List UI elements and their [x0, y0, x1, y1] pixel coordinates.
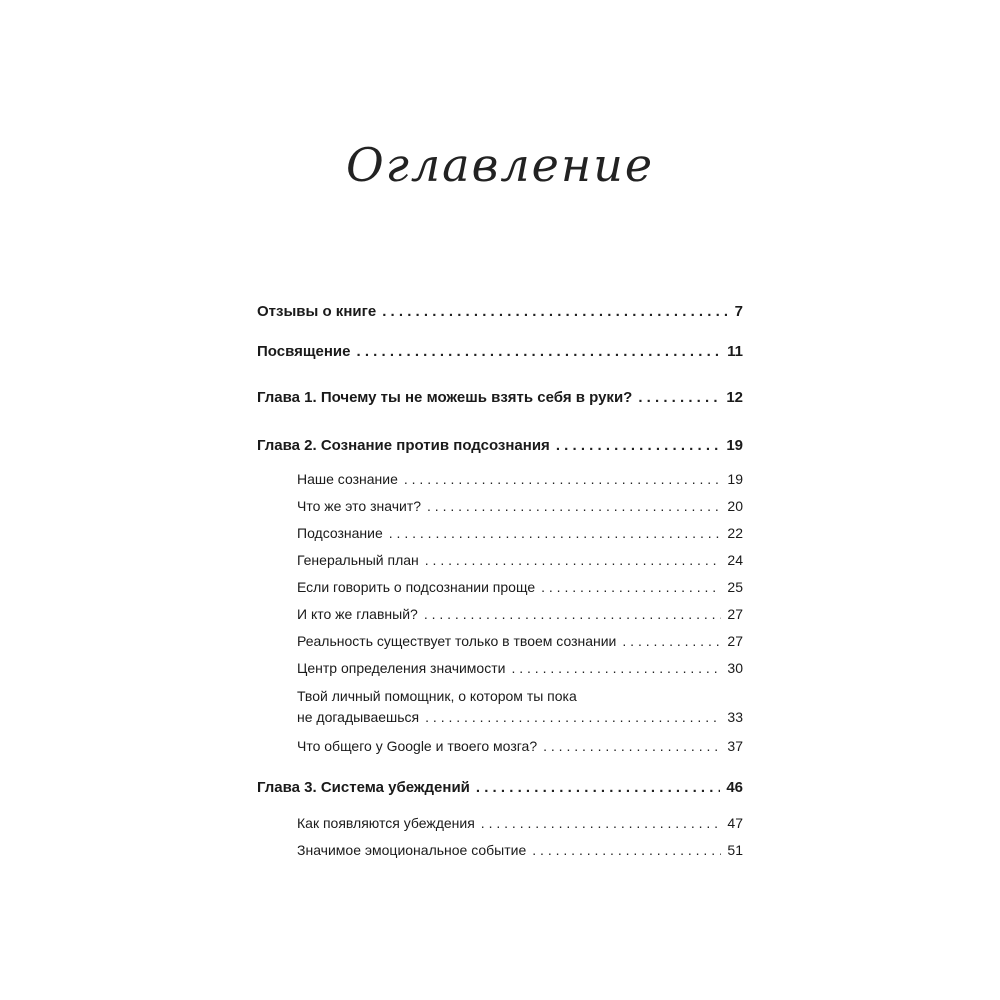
dot-leader: [622, 633, 721, 649]
toc-subentry[interactable]: [297, 471, 743, 487]
toc-entry-chapter-2[interactable]: [257, 437, 743, 454]
toc-entry-page: 46: [726, 779, 743, 796]
toc-entry-page: 33: [727, 709, 743, 725]
toc-entry-page: 37: [727, 738, 743, 754]
dot-leader: [481, 815, 722, 831]
toc-entry-label: Подсознание: [297, 525, 383, 541]
dot-leader: [357, 343, 722, 360]
toc-entry-page: 19: [726, 437, 743, 454]
page-title: Оглавление: [345, 138, 655, 192]
dot-leader: [476, 779, 720, 796]
toc-entry-page: 51: [727, 842, 743, 858]
toc-entry-page: 30: [727, 660, 743, 676]
toc-entry-page: 20: [727, 498, 743, 514]
dot-leader: [382, 303, 728, 320]
toc-entry-label: Что же это значит?: [297, 498, 422, 514]
toc-entry-page: 24: [727, 552, 743, 568]
dot-leader: [404, 471, 722, 487]
dot-leader: [424, 606, 722, 622]
dot-leader: [541, 579, 721, 595]
toc-subentry[interactable]: [297, 498, 743, 514]
toc-entry-label: Если говорить о подсознании проще: [297, 579, 536, 595]
toc-subentry[interactable]: [297, 525, 743, 541]
toc-subentry[interactable]: [297, 606, 743, 622]
toc-entry-label: Глава 3. Система убеждений: [257, 779, 470, 796]
toc-entry-label: Центр определения значимости: [297, 660, 506, 676]
dot-leader: [427, 498, 721, 514]
toc-entry-page: 11: [727, 343, 743, 360]
toc-entry-label: Посвящение: [257, 343, 351, 360]
dot-leader: [543, 738, 721, 754]
toc-subentry[interactable]: [297, 579, 743, 595]
toc-entry-label: Как появляются убеждения: [297, 815, 475, 831]
toc-subentry[interactable]: [297, 815, 743, 831]
toc-subentry[interactable]: [297, 738, 743, 754]
toc-entry-label: Глава 2. Сознание против подсознания: [257, 437, 550, 454]
toc-entry-page: 7: [734, 303, 743, 320]
toc-entry-dedication[interactable]: [257, 343, 743, 360]
toc-subentry[interactable]: [297, 633, 743, 649]
dot-leader: [425, 552, 722, 568]
toc-subentry[interactable]: [297, 660, 743, 676]
toc-entry-label-line1: Твой личный помощник, о котором ты пока: [297, 688, 577, 704]
toc-entry-page: 19: [727, 471, 743, 487]
toc-entry-label: Значимое эмоциональное событие: [297, 842, 527, 858]
toc-entry-page: 25: [727, 579, 743, 595]
dot-leader: [638, 389, 720, 406]
dot-leader: [556, 437, 721, 454]
toc-entry-label: Реальность существует только в твоем сознании: [297, 633, 617, 649]
dot-leader: [511, 660, 721, 676]
toc-entry-label: Глава 1. Почему ты не можешь взять себя в руки?: [257, 389, 633, 406]
toc-subentry[interactable]: [297, 688, 743, 725]
toc-subentry[interactable]: [297, 842, 743, 858]
toc-entry-label: Генеральный план: [297, 552, 419, 568]
toc-entry-page: 27: [727, 633, 743, 649]
toc-entry-label-line2: не догадываешься: [297, 709, 420, 725]
toc-entry-label: И кто же главный?: [297, 606, 418, 622]
toc-entry-chapter-3[interactable]: [257, 779, 743, 796]
toc-entry-line2: [297, 709, 743, 725]
toc-entry-page: 27: [727, 606, 743, 622]
toc-entry-label: Наше сознание: [297, 471, 398, 487]
toc-entry-page: 12: [726, 389, 743, 406]
toc-entry-page: 22: [727, 525, 743, 541]
toc-entry-chapter-1[interactable]: [257, 389, 743, 406]
toc-entry-label: Что общего у Google и твоего мозга?: [297, 738, 538, 754]
toc-entry-page: 47: [727, 815, 743, 831]
toc-entry-reviews[interactable]: [257, 303, 743, 320]
toc-subentry[interactable]: [297, 552, 743, 568]
toc-entry-label: Отзывы о книге: [257, 303, 377, 320]
dot-leader: [532, 842, 721, 858]
dot-leader: [425, 709, 721, 725]
dot-leader: [389, 525, 722, 541]
